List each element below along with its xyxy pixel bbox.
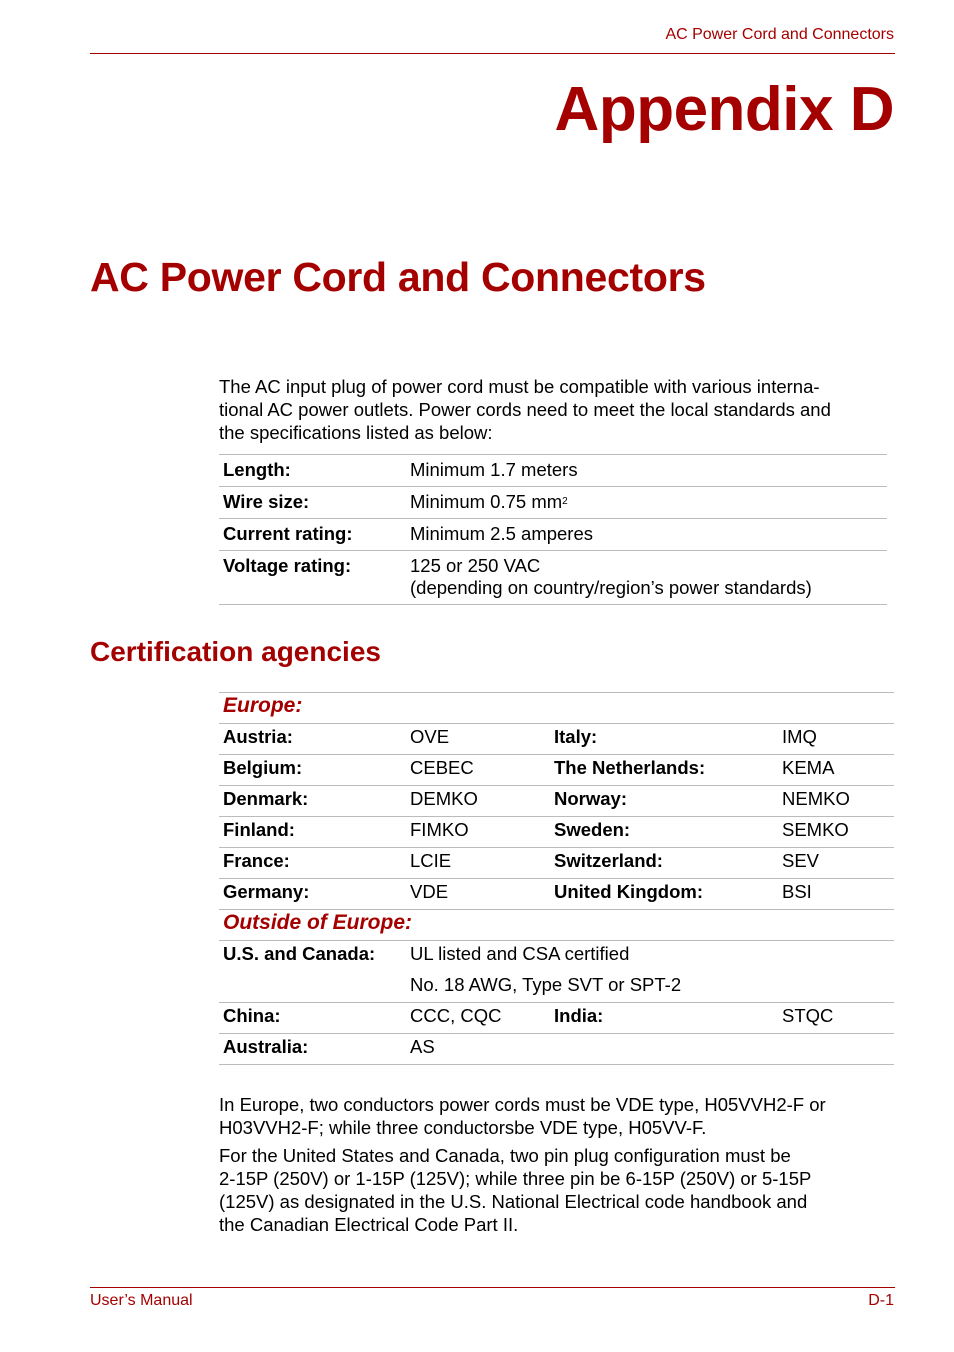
agency: NEMKO [778,786,894,817]
agency: FIMKO [406,817,550,848]
spec-row [219,551,887,605]
agency: KEMA [778,755,894,786]
empty-cell [550,1034,778,1065]
spec-value-cell [406,551,887,605]
agency: DEMKO [406,786,550,817]
note-line: the Canadian Electrical Code Part II. [219,1214,519,1235]
spec-value: Minimum 2.5 amperes [406,519,887,551]
appendix-title: Appendix D [554,75,894,144]
spec-row [219,487,887,519]
page-number: D-1 [868,1292,894,1309]
spec-value-note: (depending on country/region’s power standards) [410,577,812,598]
spec-value: Minimum 0.75 mm [410,491,563,512]
agency: IMQ [778,724,894,755]
note-line: (125V) as designated in the U.S. National Electrical code handbook and [219,1191,808,1212]
spec-table [219,454,887,605]
country: Sweden: [550,817,778,848]
agency: SEV [778,848,894,879]
intro-line: the specifications listed as below: [219,422,493,443]
cert-table [219,692,894,1065]
table-row [219,755,894,786]
running-header: AC Power Cord and Connectors [665,26,894,43]
agency: BSI [778,879,894,910]
group-row [219,693,894,724]
outside-heading: Outside of Europe: [219,910,894,941]
spec-label: Wire size: [219,487,406,519]
country: Germany: [219,879,406,910]
table-row [219,1034,894,1065]
country: United Kingdom: [550,879,778,910]
intro-paragraph [219,375,899,444]
country: Australia: [219,1034,406,1065]
table-row [219,724,894,755]
note-line: 2-15P (250V) or 1-15P (125V); while three pin be 6-15P (250V) or 5-15P [219,1168,812,1189]
note-line: H03VVH2-F; while three conductorsbe VDE type, H05VV-F. [219,1117,707,1138]
spec-row [219,519,887,551]
agency: CCC, CQC [406,1003,550,1034]
spec-superscript: 2 [562,496,568,507]
country: China: [219,1003,406,1034]
agency: OVE [406,724,550,755]
agency: UL listed and CSA certified [410,943,630,964]
country: U.S. and Canada: [223,943,376,964]
agency: VDE [406,879,550,910]
europe-heading: Europe: [219,693,894,724]
spec-value: 125 or 250 VAC [410,555,541,576]
note-line: For the United States and Canada, two pin plug configuration must be [219,1145,791,1166]
agency: STQC [778,1003,894,1034]
agency: No. 18 AWG, Type SVT or SPT-2 [406,972,894,1003]
agency: SEMKO [778,817,894,848]
table-row [219,879,894,910]
table-row [219,848,894,879]
spec-value: Minimum 1.7 meters [406,455,887,487]
group-row [219,910,894,941]
country: Belgium: [219,755,406,786]
footer-manual-title: User’s Manual [90,1292,193,1309]
intro-line: tional AC power outlets. Power cords need to meet the local standards and [219,399,831,420]
table-row [219,972,894,1003]
us-note [219,1144,899,1236]
section-title: Certification agencies [90,636,381,667]
country: Austria: [219,724,406,755]
spec-label: Length: [219,455,406,487]
table-row [219,817,894,848]
table-row [219,941,894,972]
chapter-title: AC Power Cord and Connectors [90,254,706,300]
country: The Netherlands: [550,755,778,786]
country: Norway: [550,786,778,817]
header-divider [90,53,895,54]
agency: CEBEC [406,755,550,786]
country: India: [550,1003,778,1034]
agency: LCIE [406,848,550,879]
country: Italy: [550,724,778,755]
intro-line: The AC input plug of power cord must be compatible with various interna- [219,376,820,397]
country: Finland: [219,817,406,848]
table-row [219,1003,894,1034]
agency: AS [406,1034,550,1065]
empty-cell [778,1034,894,1065]
spec-value-cell [406,487,887,519]
spec-row [219,455,887,487]
note-line: In Europe, two conductors power cords must be VDE type, H05VVH2-F or [219,1094,826,1115]
country: France: [219,848,406,879]
footer-divider [90,1287,895,1288]
spec-label: Voltage rating: [219,551,406,605]
table-row [219,786,894,817]
spec-label: Current rating: [219,519,406,551]
country: Switzerland: [550,848,778,879]
country: Denmark: [219,786,406,817]
europe-note [219,1093,899,1139]
empty-cell [219,972,406,1003]
